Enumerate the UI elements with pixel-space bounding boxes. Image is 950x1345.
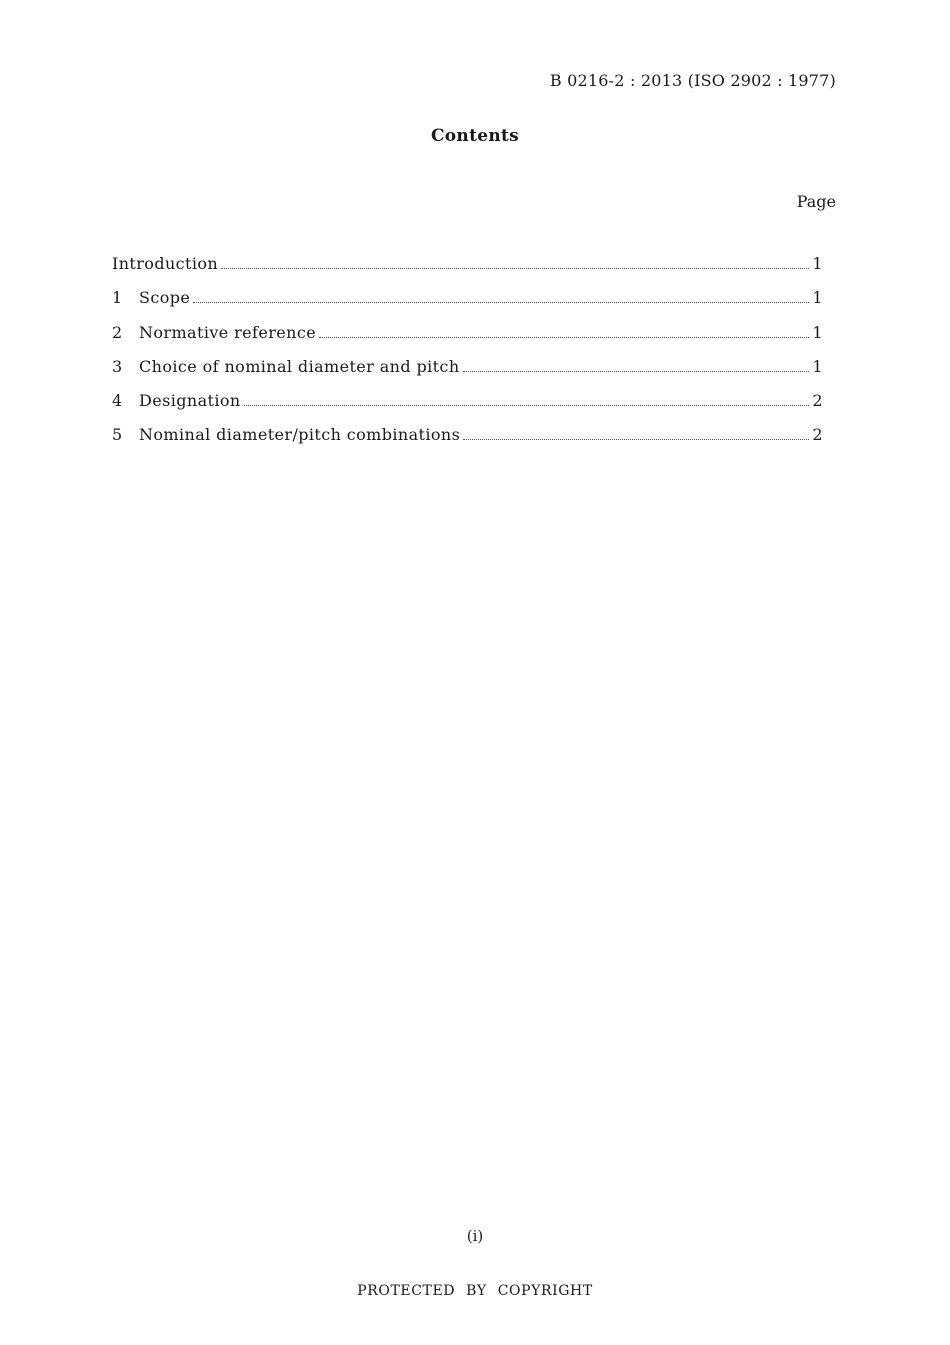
dot-leader	[244, 404, 810, 406]
contents-title: Contents	[430, 126, 520, 146]
toc-entry-number: 5	[112, 425, 123, 445]
toc-entry-designation[interactable]	[112, 391, 823, 425]
dot-leader	[221, 267, 809, 269]
dot-leader	[463, 438, 809, 440]
toc-entry-page: 1	[812, 356, 823, 376]
toc-entry-normative-reference[interactable]	[112, 323, 823, 357]
toc-entry-choice-of-nominal-diameter[interactable]	[112, 357, 823, 391]
toc-entry-label: Introduction	[112, 254, 219, 273]
toc-entry-introduction[interactable]	[112, 254, 823, 288]
toc-entry-label: Nominal diameter/pitch combinations	[139, 425, 461, 445]
toc-entry-scope[interactable]	[112, 288, 823, 322]
toc-entry-label: Normative reference	[139, 322, 317, 342]
toc-entry-page: 1	[812, 322, 823, 342]
document-identifier: B 0216-2 : 2013 (ISO 2902 : 1977)	[549, 71, 836, 90]
page-folio: (i)	[466, 1227, 484, 1245]
table-of-contents	[112, 254, 823, 460]
toc-entry-nominal-diameter-pitch-combinations[interactable]	[112, 425, 823, 459]
toc-entry-number: 2	[112, 322, 123, 342]
toc-entry-label: Scope	[139, 288, 191, 308]
toc-entry-page: 1	[812, 254, 823, 273]
toc-entry-number: 1	[112, 288, 123, 308]
toc-entry-number: 3	[112, 356, 123, 376]
copyright-notice: PROTECTED BY COPYRIGHT	[357, 1283, 593, 1299]
dot-leader	[463, 370, 810, 372]
toc-entry-label: Choice of nominal diameter and pitch	[139, 356, 460, 376]
toc-entry-page: 1	[812, 288, 823, 308]
page-column-heading: Page	[796, 192, 836, 211]
toc-entry-number: 4	[112, 391, 123, 411]
toc-entry-label: Designation	[139, 391, 241, 411]
toc-entry-page: 2	[812, 425, 823, 445]
dot-leader	[319, 336, 809, 338]
dot-leader	[193, 301, 809, 303]
toc-entry-page: 2	[812, 391, 823, 411]
